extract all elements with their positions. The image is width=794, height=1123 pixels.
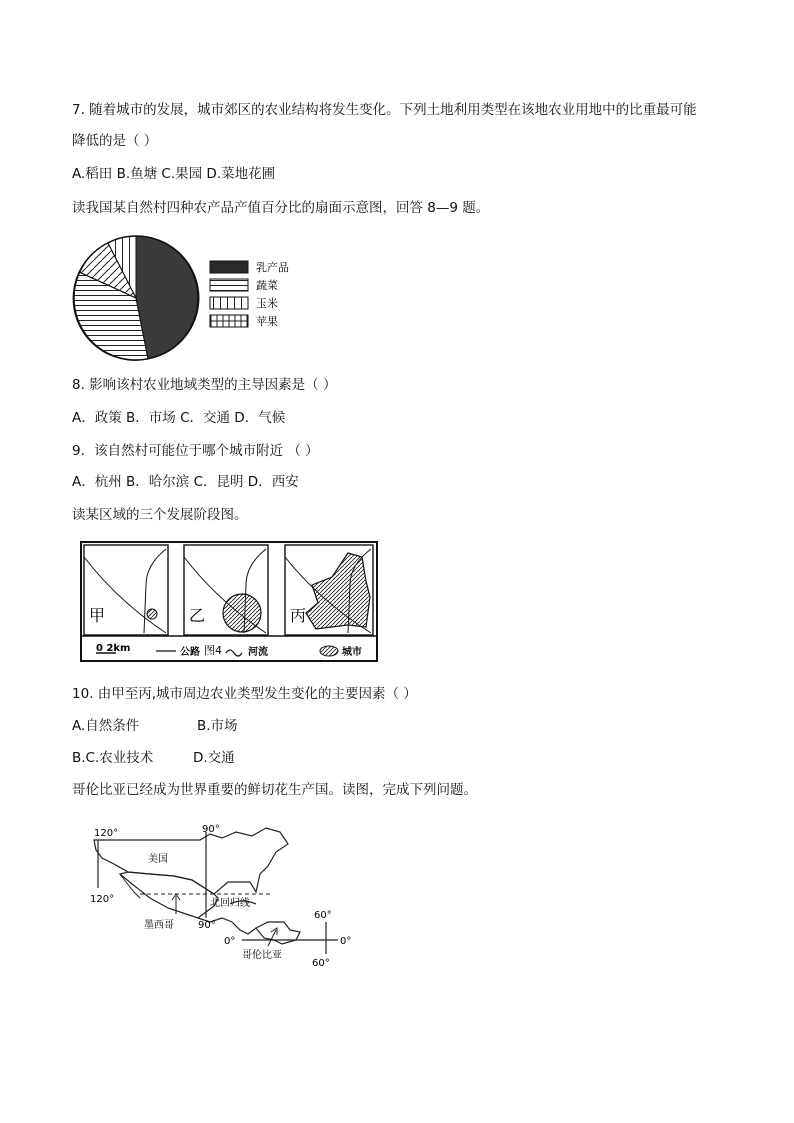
equator-left-label: 0° bbox=[224, 936, 236, 947]
colombia-outline bbox=[256, 922, 300, 944]
q10-option-d: D.交通 bbox=[193, 750, 235, 766]
q10-option-c: B.C.农业技术 bbox=[72, 750, 154, 766]
city-legend: 城市 bbox=[342, 647, 362, 658]
q10-stem: 10. 由甲至丙,城市周边农业类型发生变化的主要因素（ ） bbox=[72, 686, 417, 702]
q8-stem: 8. 影响该村农业地域类型的主导因素是（ ） bbox=[72, 377, 337, 393]
q8-options: A．政策 B．市场 C．交通 D．气候 bbox=[72, 410, 286, 426]
pie-intro: 读我国某自然村四种农产品产值百分比的扇面示意图，回答 8—9 题。 bbox=[72, 200, 490, 216]
pie-slice-dairy bbox=[136, 236, 199, 359]
q9-options: A．杭州 B．哈尔滨 C．昆明 D．西安 bbox=[72, 474, 299, 490]
stage-label-yi: 乙 bbox=[189, 606, 206, 625]
stage-label-jia: 甲 bbox=[89, 606, 106, 625]
q10-option-b: B.市场 bbox=[197, 718, 238, 734]
q9-stem: 9．该自然村可能位于哪个城市附近 （ ） bbox=[72, 443, 319, 459]
stage-label-bing: 丙 bbox=[290, 606, 307, 625]
stages-intro: 读某区域的三个发展阶段图。 bbox=[72, 507, 248, 523]
q7-stem-line1: 7. 随着城市的发展，城市郊区的农业结构将发生变化。下列土地利用类型在该地农业用地中的比重最可能 bbox=[72, 102, 697, 118]
lon-60-bottom: 60° bbox=[312, 958, 330, 969]
pie-figure bbox=[70, 228, 310, 364]
figure-number: 图4 bbox=[204, 644, 222, 657]
legend-dairy: 乳产品 bbox=[256, 261, 289, 274]
pie-legend bbox=[210, 260, 289, 328]
lon-90-top: 90° bbox=[202, 824, 220, 835]
legend-vegetables: 蔬菜 bbox=[256, 279, 278, 292]
lon-120-bottom: 120° bbox=[90, 894, 115, 905]
pie-chart bbox=[73, 236, 199, 360]
river-legend: 河流 bbox=[248, 647, 268, 658]
equator-right-label: 0° bbox=[340, 936, 352, 947]
road-legend: 公路 bbox=[180, 647, 200, 658]
q10-option-a: A.自然条件 bbox=[72, 718, 140, 734]
lon-120-top: 120° bbox=[94, 828, 119, 839]
q7-stem-line2: 降低的是（ ） bbox=[72, 133, 158, 149]
legend-corn: 玉米 bbox=[256, 297, 278, 310]
tropic-label: 北回归线 bbox=[210, 898, 250, 909]
legend-apple: 苹果 bbox=[256, 315, 278, 328]
usa-outline bbox=[94, 828, 288, 894]
lon-90-bottom: 90° bbox=[198, 920, 216, 931]
mexico-outline bbox=[120, 872, 218, 918]
stages-figure bbox=[80, 541, 378, 662]
americas-map-figure bbox=[80, 818, 370, 970]
scale-bar-label: 0 2km bbox=[96, 643, 131, 654]
colombia-label: 哥伦比亚 bbox=[242, 950, 282, 961]
map-intro: 哥伦比亚已经成为世界重要的鲜切花生产国。读图，完成下列问题。 bbox=[72, 782, 477, 798]
mexico-label: 墨西哥 bbox=[144, 920, 174, 931]
q7-options: A.稻田 B.鱼塘 C.果园 D.菜地花圃 bbox=[72, 166, 276, 182]
usa-label: 美国 bbox=[148, 854, 168, 865]
lon-60-top: 60° bbox=[314, 910, 332, 921]
